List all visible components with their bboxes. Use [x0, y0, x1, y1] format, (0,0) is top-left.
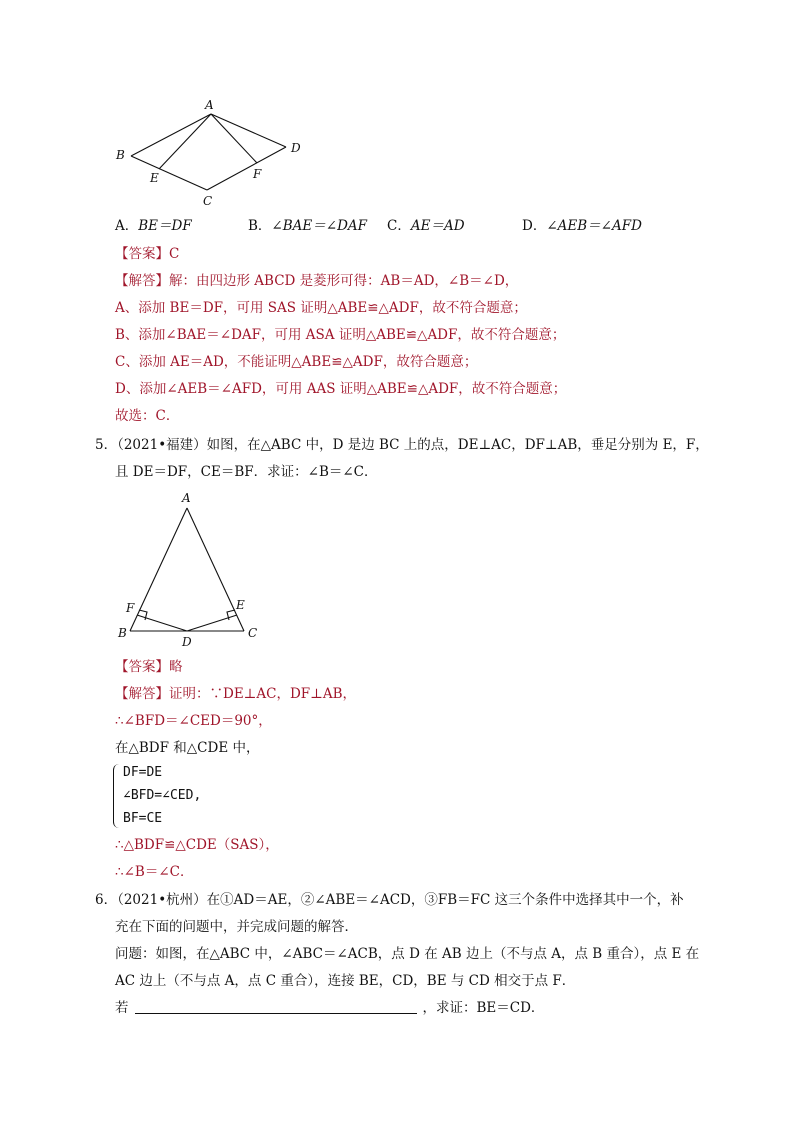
q5-stem-line-2: 且 DE＝DF，CE＝BF．求证：∠B＝∠C． [115, 464, 378, 480]
q4-analysis-line-3: B、添加∠BAE＝∠DAF，可用 ASA 证明△ABE≌△ADF，故不符合题意； [115, 327, 566, 343]
segment-af [211, 114, 257, 163]
label-d: D [291, 141, 301, 155]
equation-row-3: BF=CE [123, 811, 163, 826]
rhombus-figure [110, 95, 320, 210]
equation-row-2: ∠BFD=∠CED, [123, 788, 202, 803]
q4-answer: 【答案】C [115, 246, 180, 262]
q6-stem-line-1: 6．（2021•杭州）在①AD＝AE，②∠ABE＝∠ACD，③FB＝FC 这三个条件中选择其中一个，补 [95, 892, 684, 908]
q5-proof-line-4: ∴△BDF≌△CDE（SAS）， [115, 837, 279, 853]
q4-analysis-line-4: C、添加 AE＝AD，不能证明△ABE≌△ADF，故符合题意； [115, 354, 478, 370]
triangle-figure [110, 488, 270, 648]
q6-stem-line-3: 问题：如图，在△ABC 中，∠ABC＝∠ACB，点 D 在 AB 边上（不与点 A，点 B 重合），点 E 在 [115, 946, 700, 962]
equation-row-1: DF=DE [123, 765, 163, 780]
q5-stem-line-1: 5．（2021•福建）如图，在△ABC 中，D 是边 BC 上的点，DE⊥AC，DF⊥AB，垂足分别为 E，F， [95, 437, 709, 453]
edge-ab [130, 508, 187, 631]
option-a: A．BE＝DF [115, 218, 192, 234]
q5-proof-line-1: 【解答】证明：∵DE⊥AC，DF⊥AB， [115, 686, 357, 702]
segment-ae [159, 114, 211, 169]
option-c: C．AE＝AD [387, 218, 465, 234]
edge-bc [131, 156, 207, 190]
q6-stem-line-4: AC 边上（不与点 A，点 C 重合），连接 BE，CD，BE 与 CD 相交于点 F． [115, 973, 576, 989]
right-angle-mark-f [139, 610, 147, 620]
label-c: C [248, 626, 258, 640]
label-f: F [253, 167, 262, 181]
q4-analysis-line-6: 故选：C． [115, 408, 180, 424]
label-b: B [116, 148, 125, 162]
edge-ad [211, 114, 286, 147]
option-d: D．∠AEB＝∠AFD [522, 218, 642, 234]
q4-analysis-line-5: D、添加∠AEB＝∠AFD，可用 AAS 证明△ABE≌△ADF，故不符合题意； [115, 381, 567, 397]
answer-blank[interactable] [135, 999, 417, 1014]
q5-proof-line-3: 在△BDF 和△CDE 中， [115, 740, 260, 756]
q4-analysis-line-2: A、添加 BE＝DF，可用 SAS 证明△ABE≌△ADF，故不符合题意； [115, 300, 527, 316]
edge-ac [187, 508, 244, 631]
q6-stem-line-2: 充在下面的问题中，并完成问题的解答． [115, 919, 358, 935]
label-a: A [205, 98, 214, 112]
q4-analysis-line-1: 【解答】解：由四边形 ABCD 是菱形可得：AB＝AD，∠B＝∠D， [115, 273, 519, 289]
right-angle-mark-e [227, 610, 235, 620]
label-c: C [203, 194, 213, 208]
equation-brace [113, 764, 120, 828]
option-b: B．∠BAE＝∠DAF [248, 218, 368, 234]
label-a: A [182, 491, 191, 505]
q6-fill-line: 若 ，求证：BE＝CD． [115, 1000, 545, 1016]
q5-answer: 【答案】略 [115, 659, 183, 675]
segment-de [187, 615, 237, 631]
label-d: D [182, 635, 192, 648]
edge-dc [207, 147, 286, 190]
label-e: E [150, 171, 159, 185]
edge-ab [131, 114, 211, 156]
q5-proof-line-2: ∴∠BFD＝∠CED＝90°， [115, 713, 272, 729]
label-f: F [126, 601, 135, 615]
q5-proof-line-5: ∴∠B＝∠C． [115, 864, 194, 880]
label-e: E [236, 598, 245, 612]
segment-df [137, 615, 187, 631]
label-b: B [118, 626, 127, 640]
